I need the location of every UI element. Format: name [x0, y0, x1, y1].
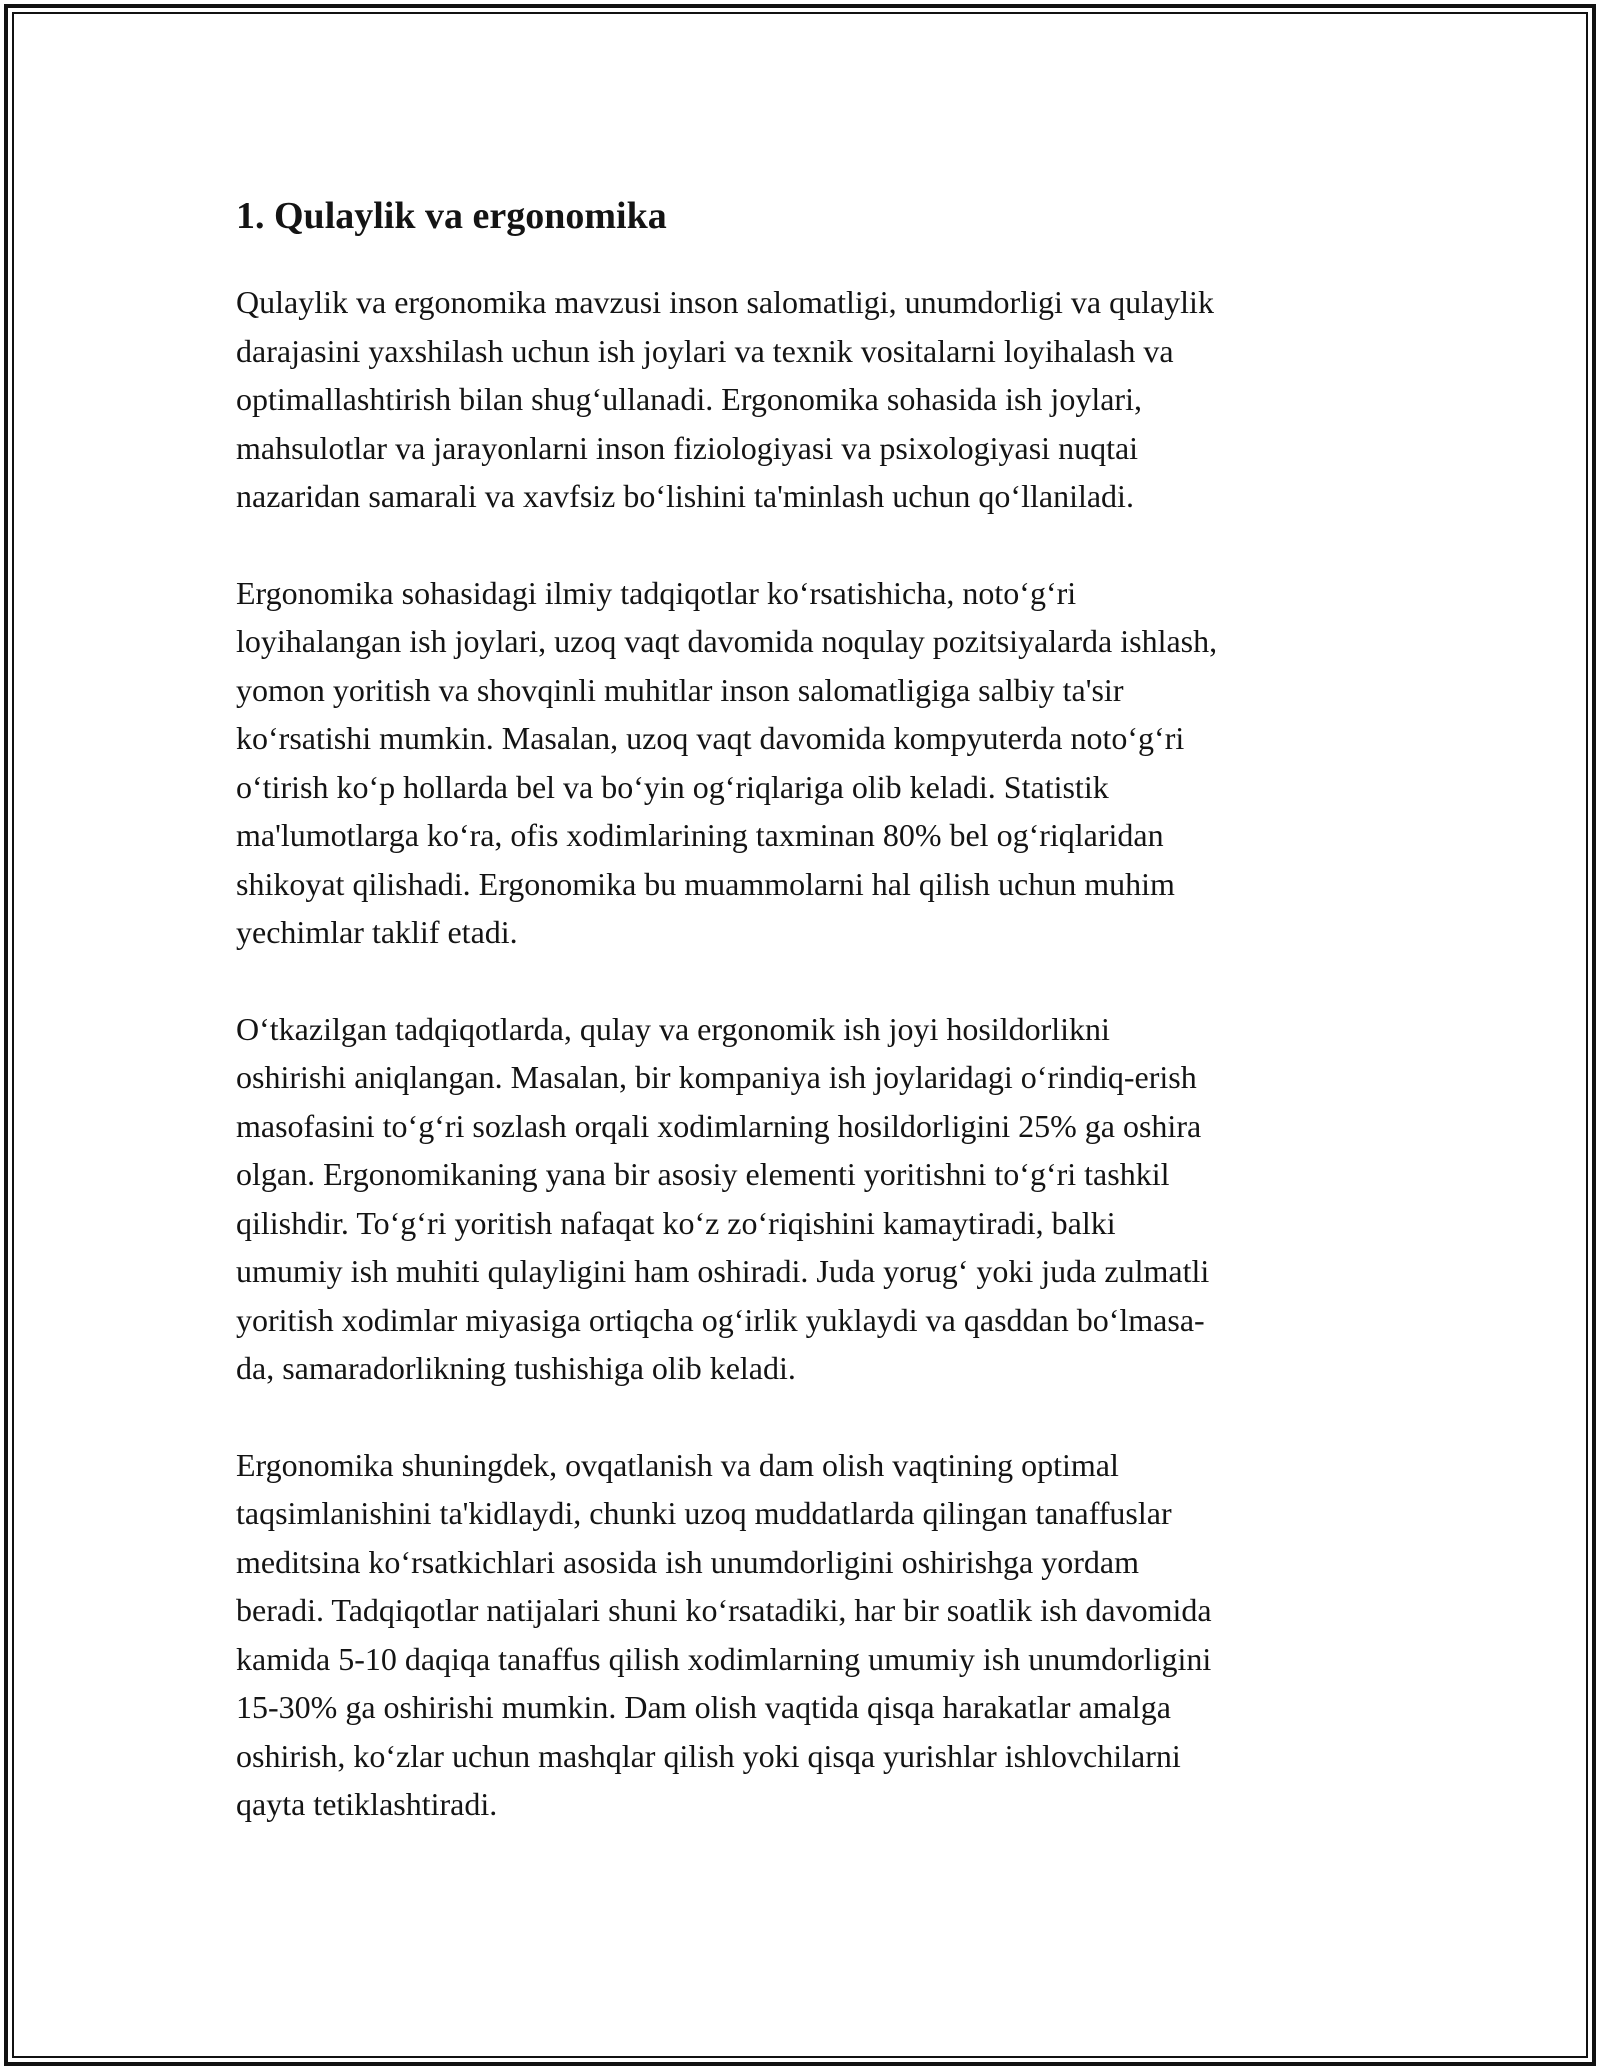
text-line: beradi. Tadqiqotlar natijalari shuni ko‘rsatadiki, har bir soatlik ish davomida — [236, 1592, 1212, 1628]
paragraph-4 — [236, 1441, 1366, 1829]
paragraph-1 — [236, 278, 1366, 521]
text-line: da, samaradorlikning tushishiga olib keladi. — [236, 1350, 796, 1386]
text-line: yomon yoritish va shovqinli muhitlar inson salomatligiga salbiy ta'sir — [236, 671, 1124, 708]
paragraph-2 — [236, 569, 1366, 957]
text-line: taqsimlanishini ta'kidlaydi, chunki uzoq muddatlarda qilingan tanaffuslar — [236, 1495, 1172, 1531]
text-line: mahsulotlar va jarayonlarni inson fiziologiyasi va psixologiyasi nuqtai — [236, 429, 1139, 466]
text-line: ma'lumotlarga ko‘ra, ofis xodimlarining taxminan 80% bel og‘riqlaridan — [236, 817, 1164, 853]
text-line: qilishdir. To‘g‘ri yoritish nafaqat ko‘z zo‘riqishini kamaytiradi, balki — [236, 1204, 1116, 1241]
text-line: O‘tkazilgan tadqiqotlarda, qulay va ergonomik ish joyi hosildorlikni — [236, 1010, 1110, 1047]
text-line: Qulaylik va ergonomika mavzusi inson salomatligi, unumdorligi va qulaylik — [236, 284, 1214, 320]
text-line: meditsina ko‘rsatkichlari asosida ish unumdorligini oshirishga yordam — [236, 1543, 1139, 1580]
text-line: kamida 5-10 daqiqa tanaffus qilish xodimlarning umumiy ish unumdorligini — [236, 1640, 1212, 1677]
text-line: optimallashtirish bilan shug‘ullanadi. Ergonomika sohasida ish joylari, — [236, 381, 1142, 417]
document-body — [236, 180, 1366, 1877]
text-line: loyihalangan ish joylari, uzoq vaqt davomida noqulay pozitsiyalarda ishlash, — [236, 623, 1218, 659]
text-line: umumiy ish muhiti qulayligini ham oshiradi. Juda yorug‘ yoki juda zulmatli — [236, 1253, 1210, 1289]
text-line: darajasini yaxshilash uchun ish joylari va texnik vositalarni loyihalash va — [236, 332, 1174, 369]
text-line: o‘tirish ko‘p hollarda bel va bo‘yin og‘riqlariga olib keladi. Statistik — [236, 768, 1109, 805]
text-line: masofasini to‘g‘ri sozlash orqali xodimlarning hosildorligini 25% ga oshira — [236, 1107, 1202, 1144]
text-line: yoritish xodimlar miyasiga ortiqcha og‘irlik yuklaydi va qasddan bo‘lmasa- — [236, 1301, 1205, 1338]
text-line: yechimlar taklif etadi. — [236, 914, 518, 950]
text-line: qayta tetiklashtiradi. — [236, 1786, 498, 1822]
text-line: olgan. Ergonomikaning yana bir asosiy elementi yoritishni to‘g‘ri tashkil — [236, 1156, 1170, 1192]
section-heading: 1. Qulaylik va ergonomika — [236, 195, 667, 237]
text-line: shikoyat qilishadi. Ergonomika bu muammolarni hal qilish uchun muhim — [236, 865, 1175, 902]
text-line: Ergonomika shuningdek, ovqatlanish va dam olish vaqtining optimal — [236, 1446, 1119, 1483]
text-line: oshirishi aniqlangan. Masalan, bir kompaniya ish joylaridagi o‘rindiq-erish — [236, 1059, 1197, 1095]
text-line: nazaridan samarali va xavfsiz bo‘lishini ta'minlash uchun qo‘llaniladi. — [236, 478, 1134, 514]
text-line: oshirish, ko‘zlar uchun mashqlar qilish yoki qisqa yurishlar ishlovchilarni — [236, 1737, 1181, 1774]
text-line: ko‘rsatishi mumkin. Masalan, uzoq vaqt davomida kompyuterda noto‘g‘ri — [236, 720, 1185, 756]
text-line: 15-30% ga oshirishi mumkin. Dam olish vaqtida qisqa harakatlar amalga — [236, 1689, 1171, 1725]
paragraph-3 — [236, 1005, 1366, 1393]
text-line: Ergonomika sohasidagi ilmiy tadqiqotlar ko‘rsatishicha, noto‘g‘ri — [236, 574, 1077, 611]
